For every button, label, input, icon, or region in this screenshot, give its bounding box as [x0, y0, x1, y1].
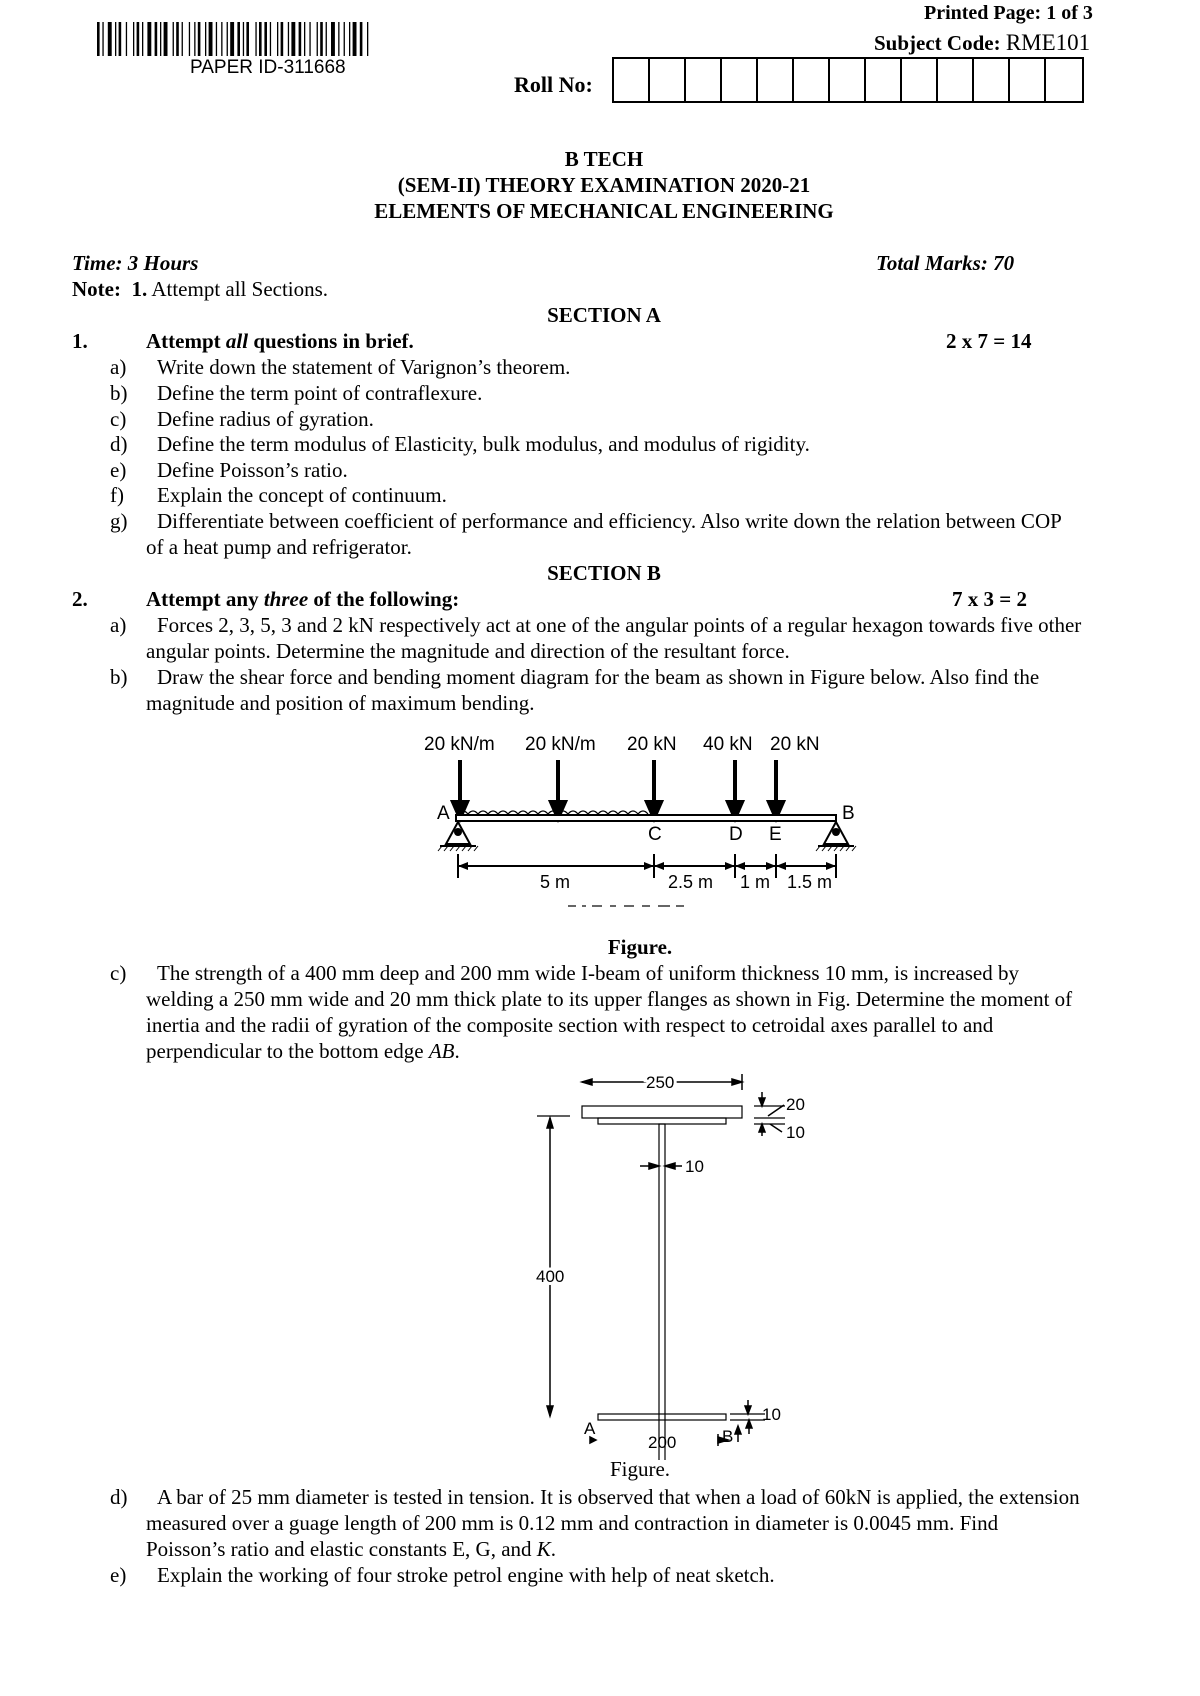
question-label: c)	[110, 407, 127, 431]
exam-time: Time: 3 Hours	[72, 251, 199, 275]
printed-page: Printed Page: 1 of 3	[924, 2, 1093, 24]
roll-no-cell	[686, 59, 722, 101]
note	[72, 276, 328, 302]
point-label: D	[729, 824, 743, 845]
dim-label: 10	[762, 1405, 781, 1424]
span-label: 1.5 m	[787, 872, 833, 892]
question-text: Write down the statement of Varignon’s theorem.	[157, 355, 571, 379]
note-num: 1.	[131, 277, 148, 301]
section-a-instruction	[146, 328, 414, 354]
roll-no-cell	[974, 59, 1010, 101]
question-text: Define the term modulus of Elasticity, bulk modulus, and modulus of rigidity.	[157, 432, 810, 456]
web	[659, 1124, 665, 1460]
roll-no-label: Roll No:	[514, 72, 593, 97]
title-exam: (SEM-II) THEORY EXAMINATION 2020-21	[397, 173, 811, 197]
question-label: d)	[110, 1485, 128, 1509]
dim-label: 10	[786, 1123, 805, 1142]
section-a-marks: 2 x 7 = 14	[946, 329, 1032, 353]
dim-label: 400	[536, 1267, 565, 1286]
question-text	[146, 664, 1146, 690]
question-text-cont	[146, 1536, 556, 1562]
question-label: a)	[110, 355, 127, 379]
span-label: 1 m	[740, 872, 771, 892]
load-label: 20 kN/m	[525, 734, 596, 755]
question-label: e)	[110, 458, 127, 482]
top-plate	[582, 1106, 742, 1118]
load-label: 20 kN	[627, 734, 677, 755]
question-text: Define Poisson’s ratio.	[157, 458, 348, 482]
question-text: Define radius of gyration.	[157, 407, 374, 431]
subject-code	[874, 30, 1090, 56]
load-label: 40 kN	[703, 734, 753, 755]
question-text-cont: welding a 250 mm wide and 20 mm thick plate to its upper flanges as shown in Fig. Determine the moment of	[146, 987, 1073, 1011]
span-label: 5 m	[540, 872, 571, 892]
question-text	[146, 508, 1146, 534]
question-label: b)	[110, 381, 128, 405]
roll-no-boxes	[612, 57, 1084, 103]
span-label: 2.5 m	[668, 872, 714, 892]
instruction-pre: Attempt any	[146, 587, 264, 611]
question-text-line: Forces 2, 3, 5, 3 and 2 kN respectively act at one of the angular points of a regular hexagon towards five other	[157, 613, 1082, 637]
instruction-em: all	[225, 329, 249, 353]
question-text-cont: inertia and the radii of gyration of the composite section with respect to cetroidal axes parallel to and	[146, 1013, 994, 1037]
question-text-line: Draw the shear force and bending moment diagram for the beam as shown in Figure below. Also find the	[157, 665, 1040, 689]
point-label: A	[437, 803, 450, 824]
instruction-post: of the following:	[308, 587, 460, 611]
ibeam-section-diagram	[530, 1070, 850, 1460]
question-label: a)	[110, 613, 127, 637]
section-b-heading: SECTION B	[547, 561, 661, 585]
load-label: 20 kN	[770, 734, 820, 755]
paper-id: PAPER ID-311668	[190, 57, 346, 78]
question-text-line: Differentiate between coefficient of performance and efficiency. Also write down the relation between COP	[157, 509, 1062, 533]
udl-wave	[458, 811, 648, 814]
roll-no-cell	[902, 59, 938, 101]
beam-load-diagram	[410, 726, 870, 910]
text-pre: perpendicular to the bottom edge	[146, 1039, 429, 1063]
roll-no-cell	[830, 59, 866, 101]
question-text	[146, 612, 1146, 638]
question-label: e)	[110, 1563, 127, 1587]
roll-no-cell	[794, 59, 830, 101]
total-marks: Total Marks: 70	[876, 251, 1015, 275]
barcode	[97, 22, 453, 56]
point-label: A	[584, 1419, 596, 1438]
question-text-cont: measured over a guage length of 200 mm is 0.12 mm and contraction in diameter is 0.0045 mm. Find	[146, 1511, 999, 1535]
load-label: 20 kN/m	[424, 734, 495, 755]
dim-label: 250	[646, 1073, 675, 1092]
question-label: c)	[110, 961, 127, 985]
subject-code-label: Subject Code:	[874, 31, 1006, 55]
instruction-pre: Attempt	[146, 329, 226, 353]
question-text: A bar of 25 mm diameter is tested in tension. It is observed that when a load of 60kN is applied, the extension	[157, 1485, 1080, 1509]
dim-label: 10	[685, 1157, 704, 1176]
text-post: .	[550, 1537, 557, 1561]
dim-label: 20	[786, 1095, 805, 1114]
question-text-cont: of a heat pump and refrigerator.	[146, 535, 412, 559]
top-flange	[598, 1118, 726, 1124]
question-label: f)	[110, 483, 124, 507]
point-label: B	[842, 803, 855, 824]
point-label: E	[769, 824, 782, 845]
point-label: B	[722, 1427, 734, 1446]
dim-label: 200	[648, 1433, 677, 1452]
text-post: .	[454, 1039, 460, 1063]
beam	[456, 815, 836, 821]
title-subject: ELEMENTS OF MECHANICAL ENGINEERING	[374, 199, 834, 223]
roll-no-cell	[758, 59, 794, 101]
question-text-cont: magnitude and position of maximum bending.	[146, 691, 535, 715]
figure-caption: Figure.	[607, 935, 673, 959]
instruction-em: three	[263, 587, 309, 611]
question-text: Explain the concept of continuum.	[157, 483, 447, 507]
text-pre: Poisson’s ratio and elastic constants E, G, and	[146, 1537, 537, 1561]
point-label: C	[648, 824, 662, 845]
section-b-instruction	[146, 586, 459, 612]
section-b-marks: 7 x 3 = 2	[952, 587, 1027, 611]
question-text-cont	[146, 1038, 460, 1064]
instruction-post: questions in brief.	[248, 329, 414, 353]
section-a-qnum: 1.	[72, 329, 88, 353]
question-text: Define the term point of contraflexure.	[157, 381, 483, 405]
bottom-flange	[598, 1414, 726, 1420]
text-em: K	[536, 1537, 551, 1561]
roll-no-cell	[1046, 59, 1082, 101]
question-label: d)	[110, 432, 128, 456]
question-label: b)	[110, 665, 128, 689]
roll-no-cell	[650, 59, 686, 101]
roll-no-cell	[938, 59, 974, 101]
roll-no-cell	[614, 59, 650, 101]
figure-caption: Figure.	[609, 1457, 671, 1481]
roll-no-cell	[722, 59, 758, 101]
question-label: g)	[110, 509, 128, 533]
question-text: The strength of a 400 mm deep and 200 mm wide I-beam of uniform thickness 10 mm, is increased by	[157, 961, 1019, 985]
section-a-heading: SECTION A	[547, 303, 661, 327]
subject-code-value: RME101	[1005, 30, 1091, 55]
note-text: Attempt all Sections.	[151, 277, 329, 301]
section-b-qnum: 2.	[72, 587, 88, 611]
title-degree: B TECH	[564, 147, 644, 171]
roll-no-cell	[866, 59, 902, 101]
text-em: AB	[428, 1039, 455, 1063]
question-text-cont: angular points. Determine the magnitude and direction of the resultant force.	[146, 639, 790, 663]
note-label: Note:	[72, 277, 121, 301]
question-text: Explain the working of four stroke petrol engine with help of neat sketch.	[157, 1563, 775, 1587]
roll-no-cell	[1010, 59, 1046, 101]
